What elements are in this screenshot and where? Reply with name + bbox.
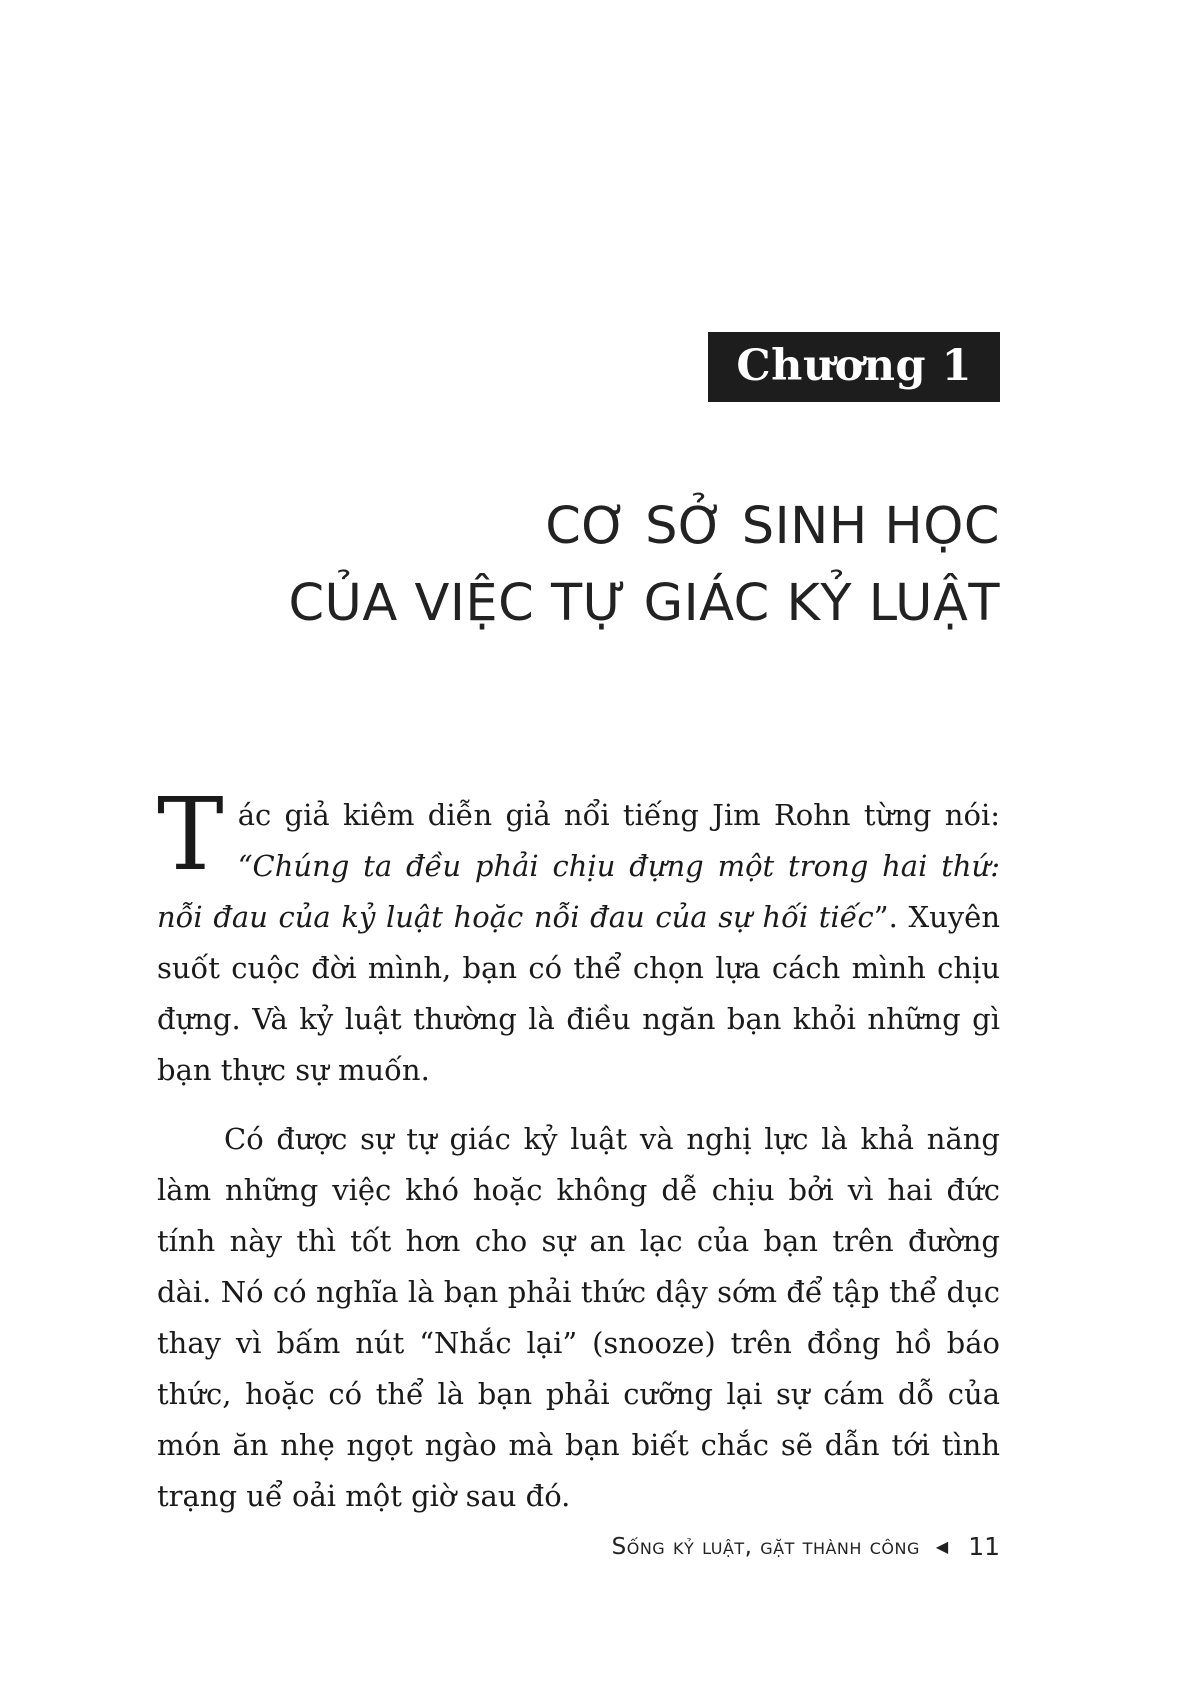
chapter-title-line-1: CƠ SỞ SINH HỌC — [545, 497, 1000, 556]
chapter-label: Chương 1 — [708, 332, 1000, 402]
jim-rohn-quote: “Chúng ta đều phải chịu đựng một trong hai thứ: nỗi đau của kỷ luật hoặc nỗi đau của sự hối tiếc — [157, 849, 1000, 934]
paragraph-2-text: Có được sự tự giác kỷ luật và nghị lực là khả năng làm những việc khó hoặc không dễ chịu bởi vì hai đức tính này thì tốt hơn cho sự an lạc của bạn trên đường dài. Nó có nghĩa là bạn phải thức dậy sớm để tập thể dục thay vì bấm nút “Nhắc lại” (snooze) trên đồng hồ báo thức, hoặc có thể là bạn phải cưỡng lại sự cám dỗ của món ăn nhẹ ngọt ngào mà bạn biết chắc sẽ dẫn tới tình trạng uể oải một giờ sau đó. — [157, 1122, 1000, 1513]
page-number: 11 — [968, 1532, 1000, 1561]
paragraph-1 — [157, 776, 1001, 1096]
chapter-title-line-2: CỦA VIỆC TỰ GIÁC KỶ LUẬT — [288, 574, 1000, 633]
page-footer — [612, 1532, 1000, 1561]
paragraph-2 — [157, 1114, 1000, 1522]
paragraph-1-text — [157, 776, 1001, 1096]
drop-cap: T — [157, 776, 224, 893]
paragraph-1-intro: ác giả kiêm diễn giả nổi tiếng Jim Rohn từng nói: — [237, 798, 1000, 832]
chapter-title — [200, 488, 1000, 642]
triangle-left-icon: ◀ — [935, 1537, 949, 1556]
paragraph-1-rest: ”. Xuyên suốt cuộc đời mình, bạn có thể chọn lựa cách mình chịu đựng. Và kỷ luật thường là điều ngăn bạn khỏi những gì bạn thực sự muốn. — [157, 900, 1001, 1087]
running-footer-title: Sống kỷ luật, gặt thành công — [611, 1533, 920, 1560]
